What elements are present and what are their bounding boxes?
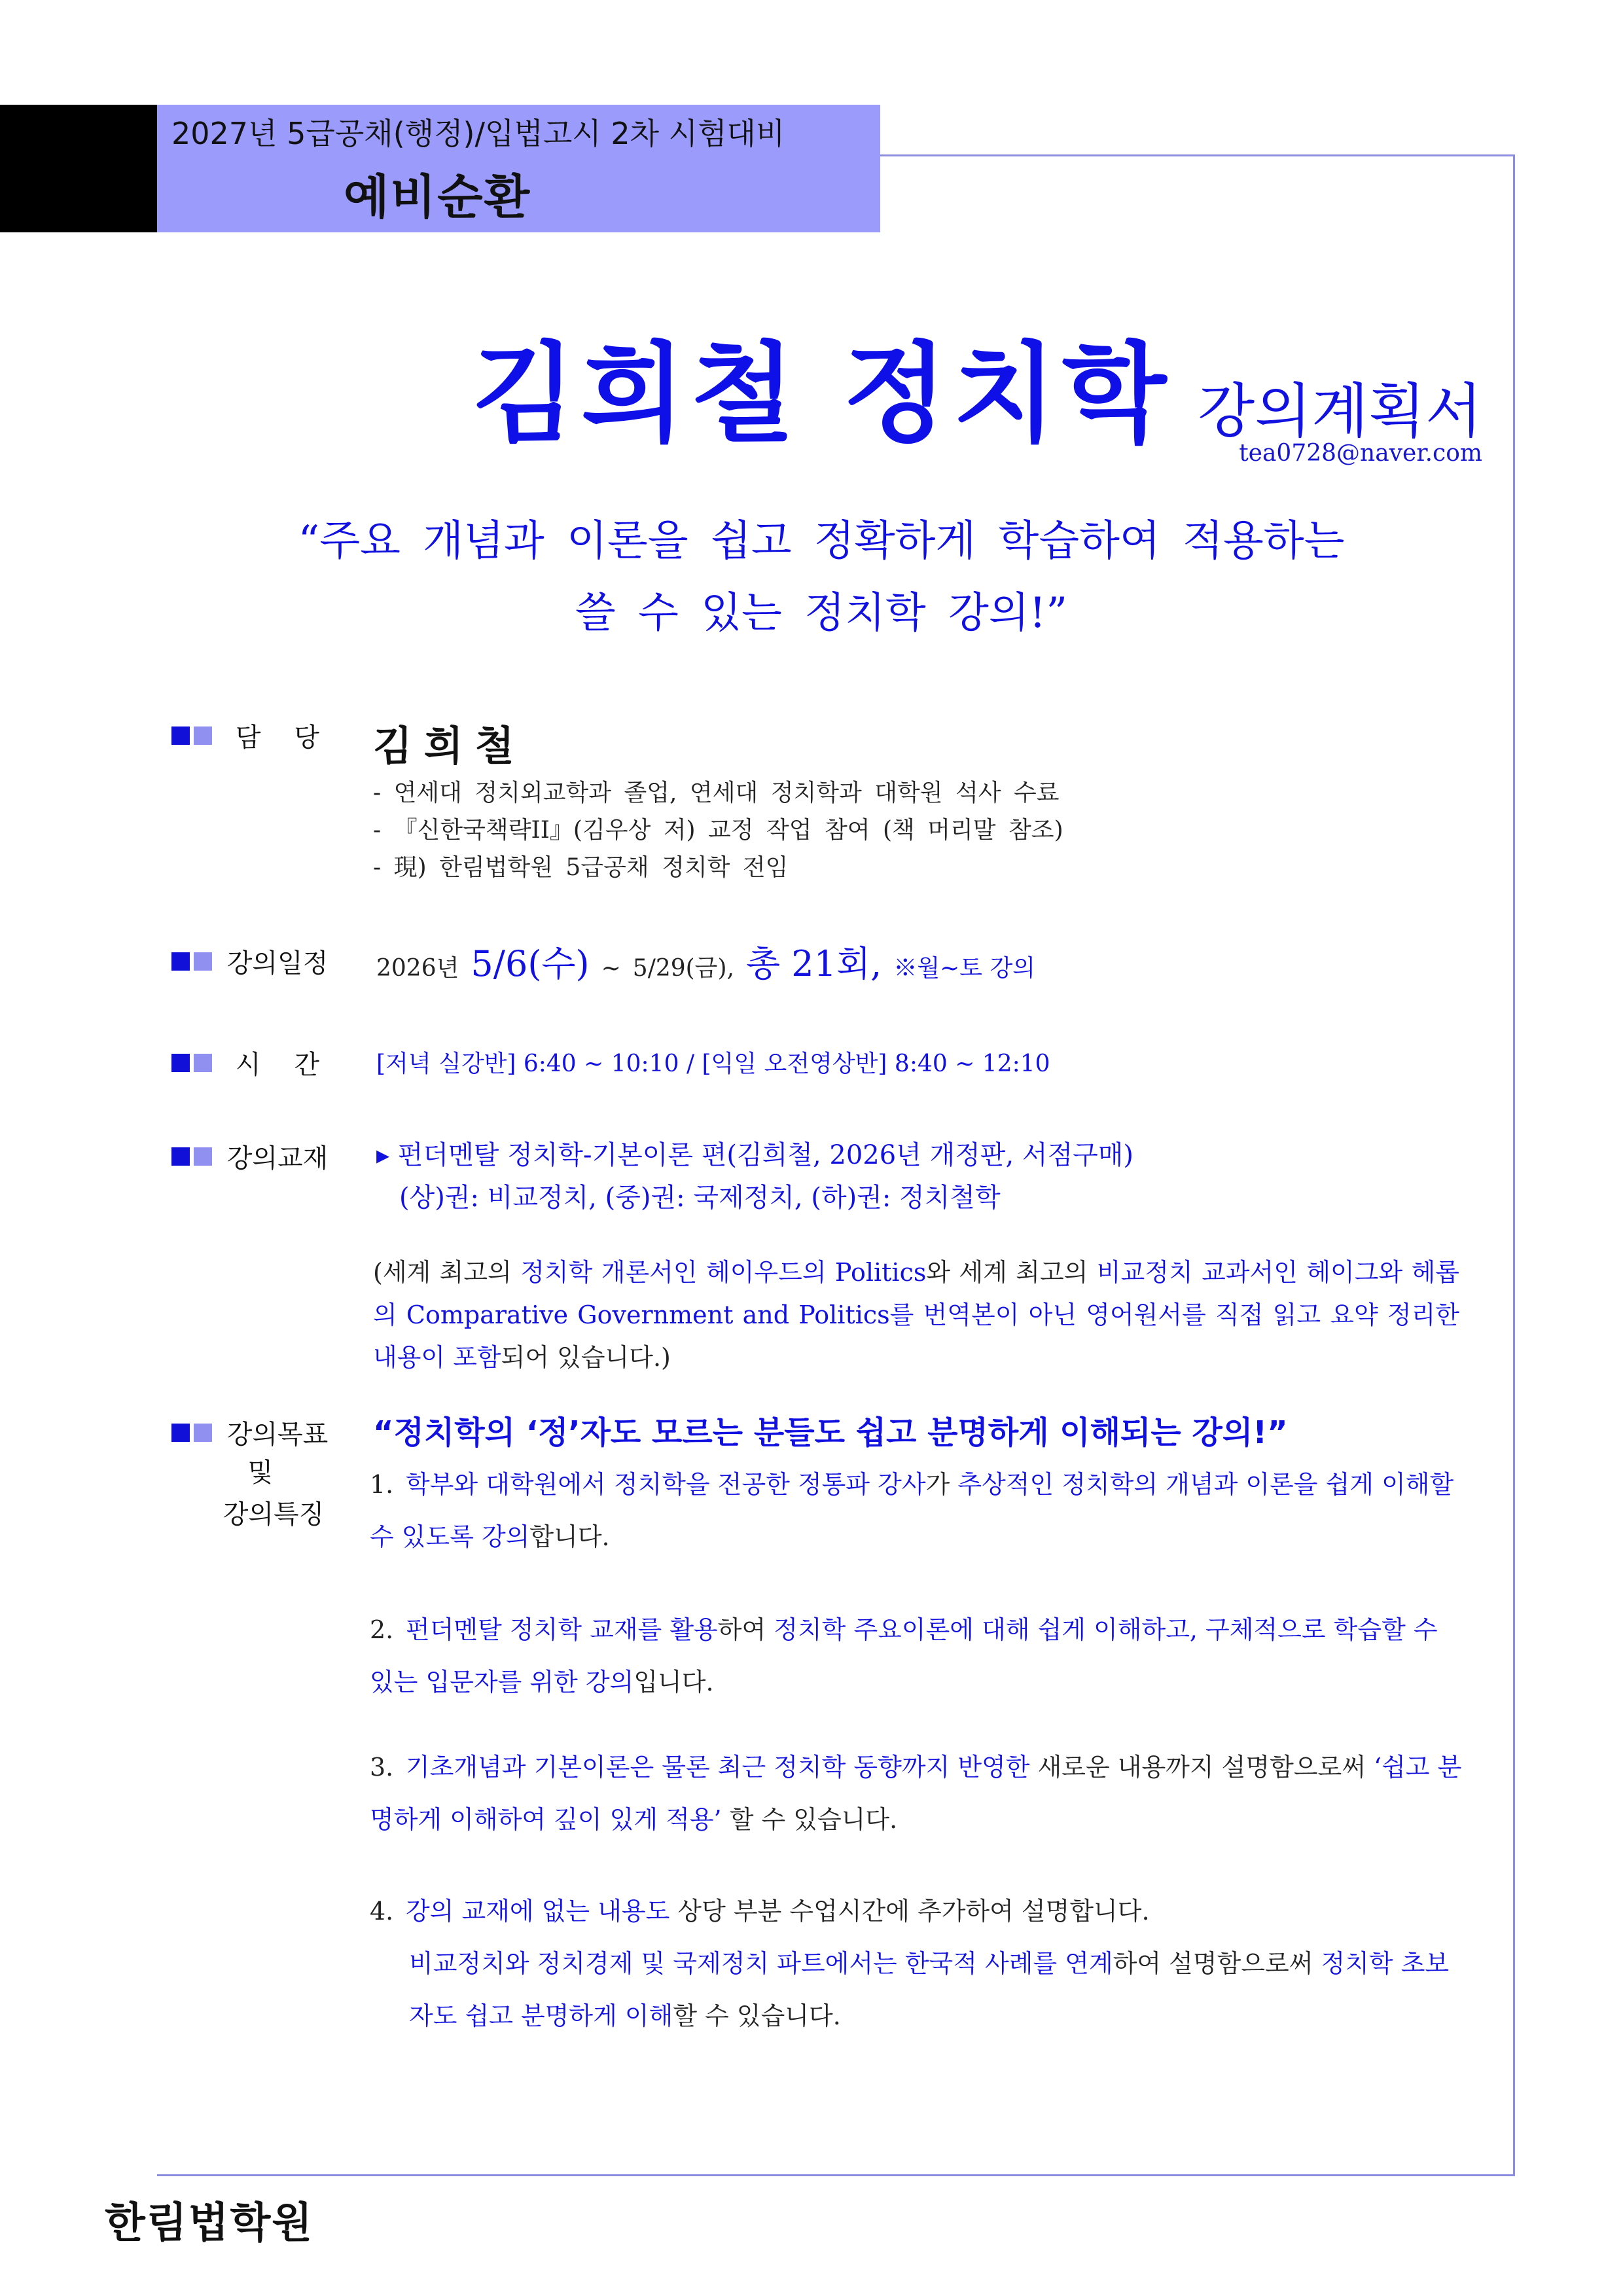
instructor-name: 김희철 — [373, 722, 526, 770]
bullet-square-light-icon — [194, 952, 212, 971]
section-time — [171, 1044, 330, 1081]
section-label: 강의교재 — [226, 1143, 329, 1174]
section-label-features: 강의특징 — [223, 1499, 325, 1530]
item-number: 1. — [370, 1470, 394, 1499]
schedule-end: 5/29(금), — [632, 955, 734, 982]
item-text: 할 수 있습니다. — [721, 1805, 898, 1834]
section-schedule — [171, 942, 330, 980]
schedule-total: 총 21회, — [745, 943, 882, 984]
bullet-square-light-icon — [194, 1424, 212, 1442]
banner-course-name: 예비순환 — [344, 170, 531, 224]
schedule-note: ※월~토 강의 — [893, 955, 1036, 982]
section-label-and: 및 — [247, 1458, 274, 1488]
schedule-row — [376, 936, 1035, 986]
item-text: 하여 — [717, 1615, 774, 1644]
schedule-start: 5/6(수) — [471, 943, 590, 984]
textbook-note — [373, 1251, 1459, 1379]
bullet-square-dark-icon — [171, 726, 190, 745]
header-black-tab — [0, 105, 157, 232]
banner-exam-title: 2027년 5급공채(행정)/입법고시 2차 시험대비 — [171, 116, 785, 151]
section-instructor — [171, 717, 330, 754]
bullet-square-dark-icon — [171, 1054, 190, 1072]
title-main: 김희철 정치학 — [471, 331, 1172, 457]
goal-item-4 — [370, 1885, 1463, 2042]
item-text: 입니다. — [633, 1668, 714, 1696]
note-text: (세계 최고의 — [373, 1258, 521, 1287]
item-highlight: 강의 교재에 없는 내용도 — [406, 1897, 670, 1926]
item-highlight: 펀더멘탈 정치학 교재를 활용 — [406, 1615, 718, 1644]
goals-headline: “정치학의 ‘정’자도 모르는 분들도 쉽고 분명하게 이해되는 강의!” — [373, 1414, 1288, 1451]
section-textbook — [171, 1138, 330, 1175]
bullet-square-dark-icon — [171, 952, 190, 971]
item-text: 하여 설명함으로써 — [1113, 1949, 1321, 1978]
frame-bottom-line — [157, 2174, 1515, 2176]
section-goals — [171, 1414, 330, 1451]
item-text: 가 — [925, 1470, 958, 1499]
item-highlight: 추상적인 정치학의 개념과 이론을 쉽게 이해할 수 있도록 강의 — [370, 1470, 1454, 1551]
item-highlight: 학부와 대학원에서 정치학을 전공한 정통파 강사 — [406, 1470, 926, 1499]
section-label: 시 간 — [235, 1050, 320, 1080]
academy-logo: 한림법학원 — [105, 2199, 314, 2248]
item-text: 할 수 있습니다. — [673, 2001, 841, 2030]
note-text: 되어 있습니다.) — [501, 1343, 671, 1372]
instructor-bio-1: - 연세대 정치외교학과 졸업, 연세대 정치학과 대학원 석사 수료 — [373, 780, 1060, 806]
instructor-bio-2: - 『신한국책략II』(김우상 저) 교정 작업 참여 (책 머리말 참조) — [373, 817, 1063, 844]
section-label: 강의일정 — [226, 948, 329, 978]
item-highlight: 비교정치와 정치경제 및 국제정치 파트에서는 한국적 사례를 연계 — [409, 1949, 1113, 1978]
item-highlight: 정치학 주요이론에 대해 쉽게 이해하고, 구체적으로 학습할 수 있는 입문자를 위한 강의 — [370, 1615, 1438, 1696]
section-label: 담 당 — [235, 723, 320, 753]
goal-item-1 — [370, 1458, 1463, 1563]
item-highlight: ‘쉽고 분명하게 이해하여 깊이 있게 적용’ — [370, 1753, 1462, 1834]
note-text: 와 세계 최고의 — [926, 1258, 1097, 1287]
item-highlight: 정치학 초보자도 쉽고 분명하게 이해 — [409, 1949, 1450, 2030]
frame-right-line — [1513, 154, 1515, 2176]
frame-top-line — [880, 154, 1515, 156]
schedule-year: 2026년 — [376, 955, 459, 982]
goal-item-2 — [370, 1604, 1463, 1708]
textbook-line-2: (상)권: 비교정치, (중)권: 국제정치, (하)권: 정치철학 — [399, 1183, 1001, 1213]
schedule-separator: ~ — [601, 955, 621, 982]
note-highlight: 정치학 개론서인 헤이우드의 Politics — [520, 1258, 927, 1287]
contact-email[interactable]: tea0728@naver.com — [1239, 440, 1482, 467]
title-sub: 강의계획서 — [1198, 377, 1482, 446]
item-text: 합니다. — [529, 1522, 610, 1551]
item-text: 새로운 내용까지 설명함으로써 — [1029, 1753, 1374, 1782]
item-text: 상당 부분 수업시간에 추가하여 설명합니다. — [669, 1897, 1150, 1926]
item-number: 3. — [370, 1753, 394, 1782]
section-label: 강의목표 — [226, 1420, 329, 1450]
item-number: 2. — [370, 1615, 394, 1644]
note-highlight: 비교정치 교과서인 헤이그와 헤롭의 Comparative Government and Politics를 번역본이 아닌 영어원서를 직접 읽고 요약 정리한 내용이 포함 — [373, 1258, 1459, 1372]
textbook-line-1: ▸ 펀더멘탈 정치학-기본이론 편(김희철, 2026년 개정판, 서점구매) — [376, 1140, 1134, 1170]
slogan-line-1: “주요 개념과 이론을 쉽고 정확하게 학습하여 적용하는 — [298, 517, 1345, 565]
bullet-square-dark-icon — [171, 1424, 190, 1442]
item-number: 4. — [370, 1897, 394, 1926]
bullet-square-light-icon — [194, 726, 212, 745]
instructor-bio-3: - 現) 한림법학원 5급공채 정치학 전임 — [373, 854, 789, 881]
time-text: [저녁 실강반] 6:40 ~ 10:10 / [익일 오전영상반] 8:40 ~ 12:10 — [376, 1050, 1050, 1077]
bullet-square-light-icon — [194, 1147, 212, 1166]
goal-item-3 — [370, 1741, 1463, 1846]
slogan-line-2: 쓸 수 있는 정치학 강의!” — [575, 589, 1068, 637]
bullet-square-light-icon — [194, 1054, 212, 1072]
bullet-square-dark-icon — [171, 1147, 190, 1166]
item-highlight: 기초개념과 기본이론은 물론 최근 정치학 동향까지 반영한 — [406, 1753, 1030, 1782]
